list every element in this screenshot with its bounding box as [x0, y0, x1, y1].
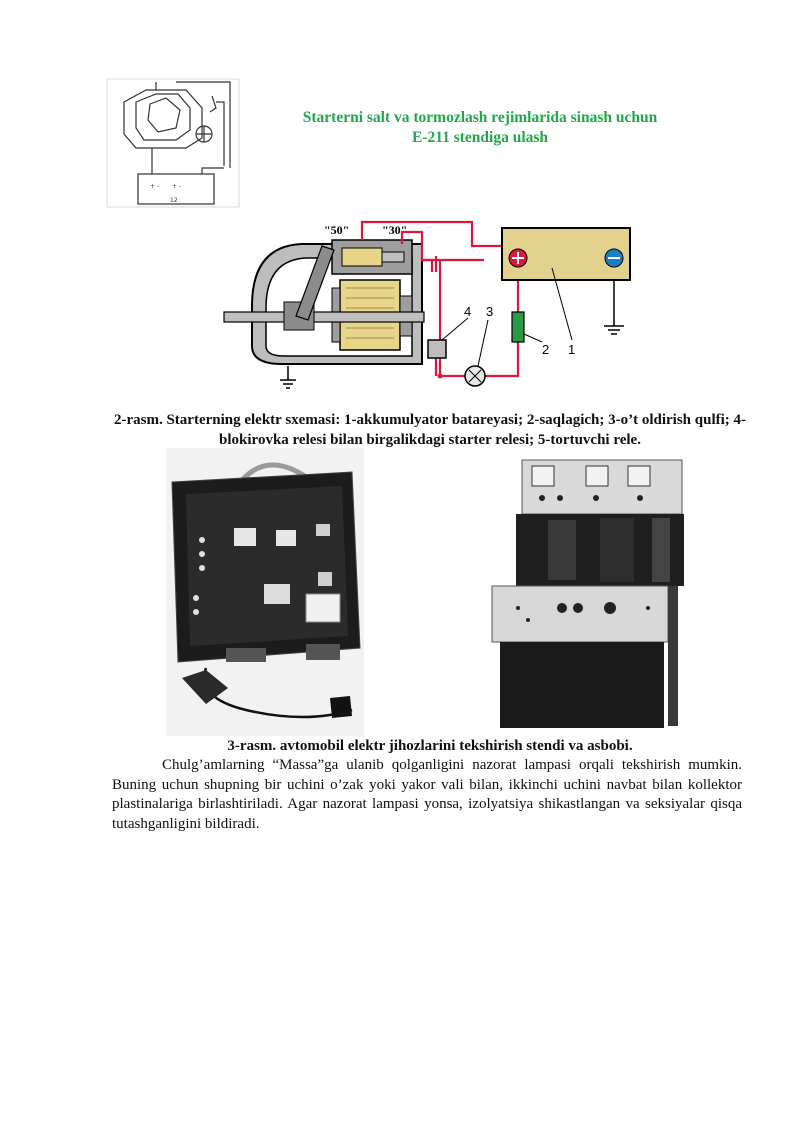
label-number-3: 3: [486, 304, 494, 319]
figure-title-line1: Starterni salt va tormozlash rejimlarida sinash uchun: [302, 109, 658, 126]
box-label-right: + -: [172, 183, 182, 190]
fuse-2: [512, 312, 524, 342]
starter-test-bench-schematic: [106, 78, 240, 208]
test-stand-photo: [488, 458, 684, 730]
relay-box-4: [428, 340, 446, 358]
figure-2-caption: 2-rasm. Starterning elektr sxemasi: 1-akkumulyator batareyasi; 2-saqlagich; 3-o’t oldirish qulfi; 4-blokirovka relesi bilan birgalikdagi starter relesi; 5-tortuvchi rele.: [113, 412, 747, 448]
figure-title-line2: E-211 stendiga ulash: [411, 129, 549, 146]
box-label-left: + -: [150, 183, 160, 190]
terminal-50-label: "50": [324, 223, 350, 237]
box-bottom-label: 12: [170, 197, 178, 204]
figure-3-caption: 3-rasm. avtomobil elektr jihozlarini tekshirish stendi va asbobi.: [227, 738, 633, 754]
label-number-4: 4: [464, 304, 472, 319]
body-text: [112, 756, 742, 834]
label-number-1: 1: [568, 342, 576, 357]
starter-electric-scheme: [222, 216, 642, 406]
terminal-30-label: "30": [382, 223, 408, 237]
tester-device-photo: [166, 448, 364, 736]
label-number-2: 2: [542, 342, 550, 357]
paragraph: Chulg’amlarning “Massa”ga ulanib qolganligini nazorat lampasi orqali tekshirish mumkin. Buning uchun shupning bir uchini o’zak yoki yakor vali bilan, ikkinchi uchini navbat bilan kollektor plastinalariga birlashtiriladi. Agar nazorat lampasi yonsa, izolyatsiya shikastlangan va seksiyalar qisqa tutashganligini bildiradi.: [112, 757, 742, 832]
figure-title-green: [270, 108, 690, 148]
